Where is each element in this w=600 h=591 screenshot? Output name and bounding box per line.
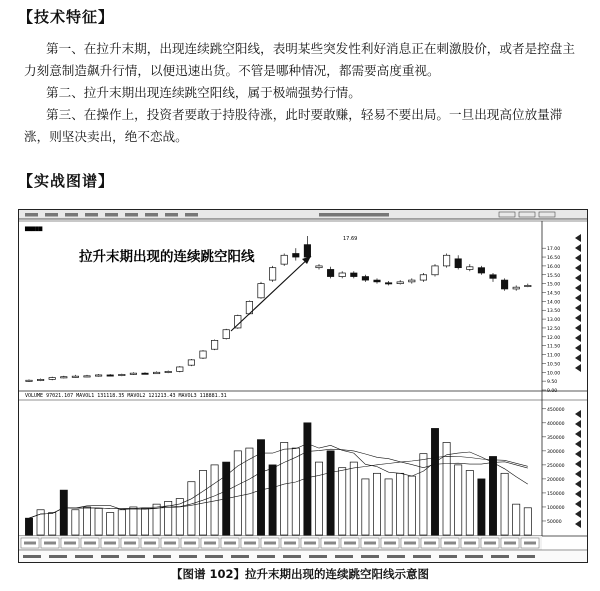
status-bar-glyph xyxy=(465,555,483,558)
side-arrow-icon xyxy=(575,274,581,282)
status-bar-glyph xyxy=(387,555,405,558)
volume-bar xyxy=(211,465,218,535)
candle xyxy=(72,376,78,377)
volume-bar xyxy=(362,479,369,535)
side-arrow-icon xyxy=(575,244,581,252)
side-arrow-icon xyxy=(575,480,581,488)
volume-bar xyxy=(25,518,32,535)
volume-bar xyxy=(350,462,357,535)
stock-chart-svg xyxy=(19,210,587,562)
annotation-text: 拉升末期出现的连续跳空阳线 xyxy=(79,249,255,265)
price-tick-label: 9.00 xyxy=(547,389,558,394)
status-bar-glyph xyxy=(153,555,171,558)
stock-chart-screenshot xyxy=(18,209,588,563)
status-bar-glyph xyxy=(23,555,41,558)
volume-bar xyxy=(269,465,276,535)
candle xyxy=(513,287,519,289)
annotation-arrow xyxy=(231,256,311,331)
sheet-tab-glyph xyxy=(424,542,436,545)
side-arrow-icon xyxy=(575,354,581,362)
price-tick-label: 13.50 xyxy=(547,309,561,315)
figure-caption: 【图谱 102】拉升末期出现的连续跳空阳线示意图 xyxy=(170,567,429,581)
status-bar-glyph xyxy=(309,555,327,558)
price-tick-label: 13.00 xyxy=(547,318,561,324)
price-tick-label: 15.50 xyxy=(547,273,561,279)
volume-bar xyxy=(489,456,496,535)
volume-moving-averages xyxy=(29,444,528,519)
status-bar-glyph xyxy=(335,555,353,558)
candle xyxy=(49,378,55,380)
sheet-tab-glyph xyxy=(304,542,316,545)
candle xyxy=(362,277,368,281)
side-arrow-icon xyxy=(575,324,581,332)
sheet-tab-glyph xyxy=(264,542,276,545)
volume-bar xyxy=(315,462,322,535)
sheet-tab-glyph xyxy=(244,542,256,545)
candle xyxy=(177,367,183,371)
side-arrow-icon xyxy=(575,364,581,372)
menu-bar xyxy=(19,210,587,219)
volume-tick-label: 150000 xyxy=(547,491,565,497)
volume-bar xyxy=(420,454,427,535)
sheet-tab-glyph xyxy=(24,542,36,545)
volume-tick-label: 400000 xyxy=(547,421,565,427)
status-bar-glyph xyxy=(257,555,275,558)
side-arrow-icon xyxy=(575,304,581,312)
side-arrow-icon xyxy=(575,470,581,478)
menu-item-glyph xyxy=(125,213,138,217)
section-heading-features: 【技术特征】 xyxy=(18,8,115,26)
sheet-tab-glyph xyxy=(464,542,476,545)
menu-item-glyph xyxy=(85,213,98,217)
price-tick-label: 10.50 xyxy=(547,362,561,368)
volume-bar xyxy=(281,442,288,535)
candle xyxy=(339,273,345,277)
paragraph-2: 第二、拉升末期出现连续跳空阳线，属于极端强势行情。 xyxy=(46,85,361,100)
side-arrow-icon xyxy=(575,460,581,468)
sheet-tab-glyph xyxy=(164,542,176,545)
candle xyxy=(258,284,264,298)
volume-bar xyxy=(408,476,415,535)
volume-bar xyxy=(188,482,195,535)
candle xyxy=(351,273,357,277)
paragraph-1: 第一、在拉升末期，出现连续跳空阳线，表明某些突发性利好消息正在刺激股价，或者是控盘主力刻意制造飙升行情，以便迅速出货。不管是哪种情况，都需要高度重视。 xyxy=(24,41,575,78)
volume-bar xyxy=(141,508,148,535)
sheet-tab-glyph xyxy=(524,542,536,545)
volume-bar xyxy=(292,448,299,535)
sheet-tab-glyph xyxy=(124,542,136,545)
price-tick-label: 10.00 xyxy=(547,371,561,377)
candle xyxy=(455,259,461,268)
status-bar-glyph xyxy=(179,555,197,558)
candle xyxy=(142,373,148,374)
volume-ma-line xyxy=(29,444,528,519)
sheet-tab-glyph xyxy=(104,542,116,545)
volume-bar xyxy=(455,465,462,535)
sheet-tab-glyph xyxy=(204,542,216,545)
volume-bar xyxy=(524,508,531,535)
side-arrow-icon xyxy=(575,450,581,458)
features-text xyxy=(24,38,584,148)
volume-header: VOLUME 97021.107 MAVOL1 131118.35 MAVOL2 121213.43 MAVOL3 118881.31 xyxy=(25,393,227,399)
volume-bar xyxy=(83,507,90,535)
volume-bar xyxy=(60,490,67,535)
volume-bar xyxy=(466,471,473,536)
sheet-tab-glyph xyxy=(364,542,376,545)
side-arrow-icon xyxy=(575,500,581,508)
volume-bar xyxy=(37,510,44,535)
volume-bar xyxy=(72,510,79,535)
volume-bar xyxy=(431,428,438,535)
volume-bar xyxy=(95,508,102,535)
window-title-glyph xyxy=(319,213,389,217)
side-arrow-icon xyxy=(575,344,581,352)
sheet-tab-glyph xyxy=(284,542,296,545)
menu-item-glyph xyxy=(185,213,198,217)
candle xyxy=(188,360,194,365)
peak-price-label: 17.69 xyxy=(343,236,358,242)
volume-tick-label: 450000 xyxy=(547,407,565,413)
toolbar-icons xyxy=(575,234,581,528)
side-arrow-icon xyxy=(575,284,581,292)
sheet-tab-glyph xyxy=(144,542,156,545)
status-bar-glyph xyxy=(283,555,301,558)
sheet-tab-glyph xyxy=(404,542,416,545)
volume-bar xyxy=(130,507,137,535)
sheet-tab-glyph xyxy=(504,542,516,545)
chart-window-label: ▇▇▇▇▇ xyxy=(25,227,43,232)
candle xyxy=(397,282,403,284)
candle xyxy=(223,330,229,339)
candle xyxy=(119,374,125,375)
volume-tick-label: 100000 xyxy=(547,505,565,511)
status-bar-glyph xyxy=(127,555,145,558)
candle xyxy=(165,371,171,372)
volume-bar xyxy=(257,440,264,535)
status-bar-glyph xyxy=(439,555,457,558)
paragraph-3: 第三、在操作上，投资者要敢于持股待涨，此时要敢赚，轻易不要出局。一旦出现高位放量滞涨，则坚决卖出，绝不恋战。 xyxy=(24,107,563,144)
candle xyxy=(130,373,136,374)
candle xyxy=(37,379,43,380)
price-axis xyxy=(542,246,560,394)
candle xyxy=(153,372,159,373)
menu-item-glyph xyxy=(165,213,178,217)
status-bar-glyph xyxy=(491,555,509,558)
side-arrow-icon xyxy=(575,314,581,322)
volume-bar xyxy=(339,468,346,535)
sheet-tab-glyph xyxy=(44,542,56,545)
price-tick-label: 15.00 xyxy=(547,282,561,288)
price-tick-label: 9.50 xyxy=(547,380,558,386)
candle xyxy=(525,285,531,286)
volume-bars xyxy=(25,423,531,535)
candle xyxy=(490,275,496,279)
side-arrow-icon xyxy=(575,510,581,518)
status-bar xyxy=(19,551,587,562)
price-tick-label: 12.00 xyxy=(547,335,561,341)
price-tick-label: 14.50 xyxy=(547,291,561,297)
sheet-tab-glyph xyxy=(484,542,496,545)
volume-tick-label: 350000 xyxy=(547,435,565,441)
volume-bar xyxy=(373,473,380,535)
side-arrow-icon xyxy=(575,234,581,242)
candle xyxy=(467,267,473,270)
candle xyxy=(409,280,415,282)
side-arrow-icon xyxy=(575,430,581,438)
status-bar-glyph xyxy=(49,555,67,558)
price-tick-label: 14.00 xyxy=(547,300,561,306)
menu-item-glyph xyxy=(105,213,118,217)
candle xyxy=(200,351,206,358)
volume-bar xyxy=(501,473,508,535)
volume-axis xyxy=(542,407,565,525)
volume-bar xyxy=(49,513,56,535)
volume-tick-label: 300000 xyxy=(547,449,565,455)
menu-item-glyph xyxy=(25,213,38,217)
sheet-tab-glyph xyxy=(384,542,396,545)
side-arrow-icon xyxy=(575,440,581,448)
candle xyxy=(501,280,507,289)
volume-bar xyxy=(234,451,241,535)
candle xyxy=(420,275,426,280)
sheet-tab-glyph xyxy=(344,542,356,545)
candle xyxy=(374,280,380,282)
volume-bar xyxy=(478,479,485,535)
volume-tick-label: 50000 xyxy=(547,519,562,525)
candle xyxy=(478,268,484,273)
menu-item-glyph xyxy=(65,213,78,217)
candle xyxy=(304,245,310,257)
side-arrow-icon xyxy=(575,410,581,418)
volume-tick-label: 250000 xyxy=(547,463,565,469)
volume-bar xyxy=(118,510,125,535)
side-arrow-icon xyxy=(575,420,581,428)
menu-item-glyph xyxy=(45,213,58,217)
sheet-tab-glyph xyxy=(224,542,236,545)
side-arrow-icon xyxy=(575,334,581,342)
volume-tick-label: 200000 xyxy=(547,477,565,483)
sheet-tab-glyph xyxy=(184,542,196,545)
volume-bar xyxy=(246,448,253,535)
side-arrow-icon xyxy=(575,490,581,498)
status-bar-glyph xyxy=(413,555,431,558)
volume-ma-line xyxy=(29,449,528,518)
candle xyxy=(432,266,438,275)
volume-bar xyxy=(397,473,404,535)
side-arrow-icon xyxy=(575,294,581,302)
candle xyxy=(443,255,449,266)
candle xyxy=(327,269,333,276)
candle xyxy=(281,255,287,264)
candle xyxy=(26,380,32,381)
candle xyxy=(385,283,391,284)
sheet-tab-glyph xyxy=(324,542,336,545)
candle xyxy=(84,376,90,377)
side-arrow-icon xyxy=(575,264,581,272)
candle xyxy=(61,377,67,378)
price-tick-label: 11.00 xyxy=(547,353,561,359)
side-arrow-icon xyxy=(575,254,581,262)
price-tick-label: 16.00 xyxy=(547,264,561,270)
volume-bar xyxy=(107,513,114,535)
volume-bar xyxy=(513,504,520,535)
section-heading-chart: 【实战图谱】 xyxy=(18,172,115,190)
price-tick-label: 16.50 xyxy=(547,256,561,262)
sheet-tab-glyph xyxy=(444,542,456,545)
volume-bar xyxy=(385,479,392,535)
status-bar-glyph xyxy=(517,555,535,558)
status-bar-glyph xyxy=(231,555,249,558)
candle xyxy=(316,266,322,268)
candle xyxy=(95,375,101,376)
price-tick-label: 11.50 xyxy=(547,344,561,350)
volume-bar xyxy=(327,451,334,535)
status-bar-glyph xyxy=(205,555,223,558)
sheet-tab-glyph xyxy=(64,542,76,545)
price-tick-label: 12.50 xyxy=(547,326,561,332)
status-bar-glyph xyxy=(101,555,119,558)
sheet-tab-glyph xyxy=(84,542,96,545)
menu-item-glyph xyxy=(145,213,158,217)
status-bar-glyph xyxy=(361,555,379,558)
candle xyxy=(211,340,217,349)
candle xyxy=(107,375,113,376)
status-bar-glyph xyxy=(75,555,93,558)
side-arrow-icon xyxy=(575,520,581,528)
candle xyxy=(269,268,275,280)
candle xyxy=(293,254,299,258)
price-tick-label: 17.00 xyxy=(547,247,561,253)
